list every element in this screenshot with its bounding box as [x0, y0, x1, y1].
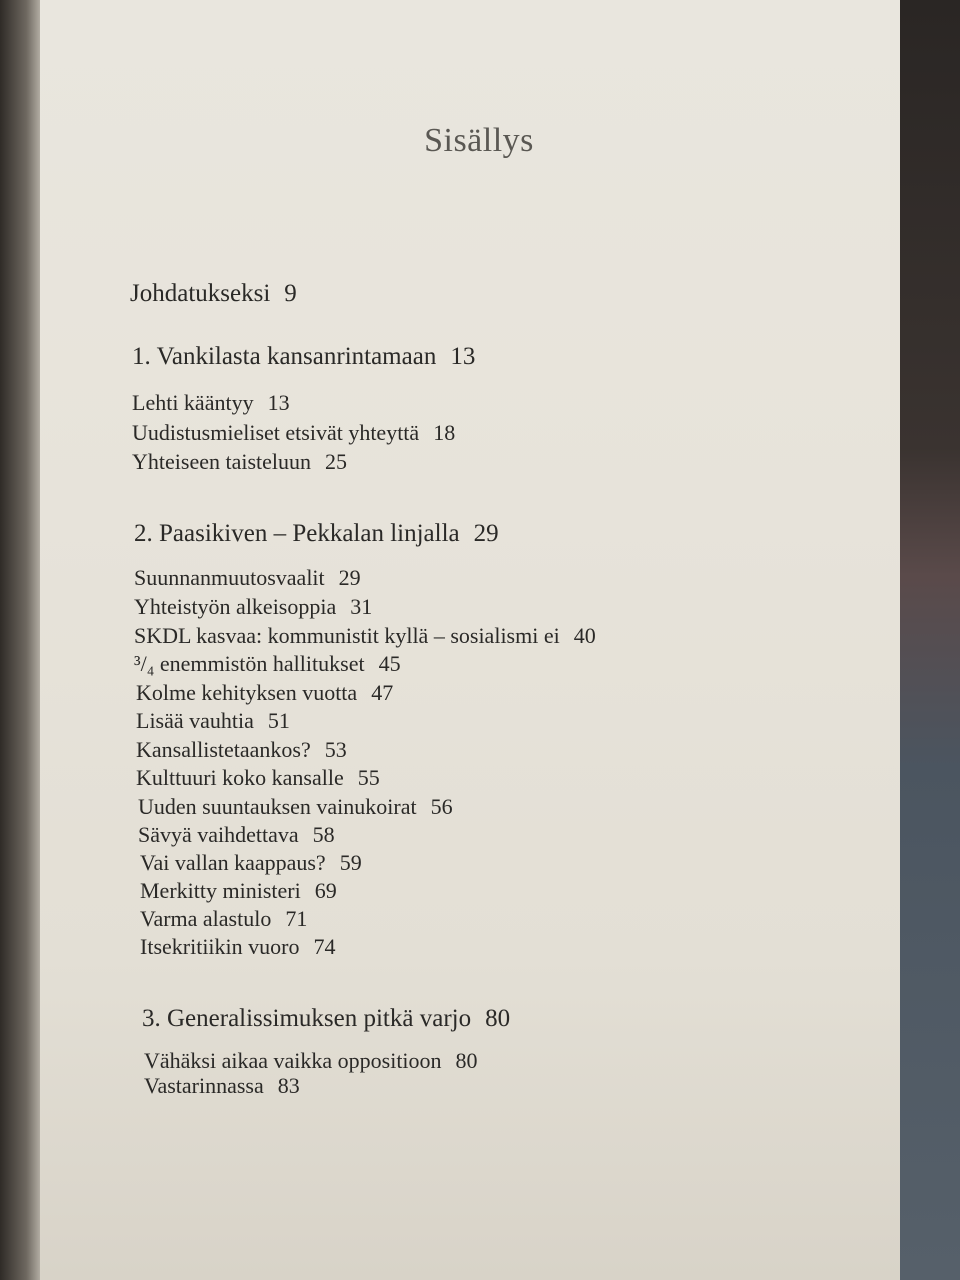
- toc-section: [134, 623, 596, 649]
- toc-section: [144, 1073, 300, 1099]
- section-title: Merkitty ministeri: [140, 878, 301, 903]
- chapter-number: 1.: [132, 343, 151, 370]
- section-title: Sävyä vaihdettava: [138, 822, 299, 847]
- toc-intro: [130, 280, 297, 308]
- section-title: ³/₄ enemmistön hallitukset: [134, 651, 365, 676]
- section-page: 40: [573, 623, 596, 648]
- toc-section: [134, 565, 361, 591]
- section-title: Kulttuuri koko kansalle: [136, 765, 344, 790]
- toc-section: [132, 449, 347, 475]
- section-title: Uudistusmieliset etsivät yhteyttä: [132, 420, 420, 445]
- background-fabric: [900, 0, 960, 1280]
- section-page: 80: [455, 1048, 478, 1073]
- section-title: Yhteiseen taisteluun: [132, 449, 312, 474]
- section-page: 45: [378, 651, 401, 676]
- toc-section: [136, 737, 347, 763]
- section-page: 13: [267, 390, 290, 415]
- toc-section: [140, 850, 362, 876]
- section-title: Uuden suuntauksen vainukoirat: [138, 794, 417, 819]
- section-page: 55: [357, 765, 380, 790]
- chapter-title: Paasikiven – Pekkalan linjalla: [159, 520, 460, 547]
- toc-section: [132, 390, 290, 416]
- section-title: Varma alastulo: [140, 906, 272, 931]
- toc-section: [136, 680, 393, 706]
- section-title: Vastarinnassa: [144, 1073, 264, 1098]
- toc-section: [132, 420, 455, 446]
- section-page: 47: [371, 680, 394, 705]
- section-page: 53: [324, 737, 347, 762]
- toc-section: [136, 708, 290, 734]
- section-title: Lisää vauhtia: [136, 708, 254, 733]
- section-title: Kolme kehityksen vuotta: [136, 680, 358, 705]
- section-page: 18: [433, 420, 456, 445]
- toc-section: [140, 878, 337, 904]
- toc-chapter-3: [142, 1005, 510, 1033]
- section-title: Yhteistyön alkeisoppia: [134, 594, 337, 619]
- section-title: Kansallistetaankos?: [136, 737, 311, 762]
- section-title: Vai vallan kaappaus?: [140, 850, 326, 875]
- chapter-title: Vankilasta kansanrintamaan: [156, 343, 437, 370]
- toc-section: [134, 651, 401, 677]
- section-page: 74: [313, 934, 336, 959]
- toc-section: [138, 794, 453, 820]
- section-page: 71: [285, 906, 308, 931]
- section-page: 69: [314, 878, 337, 903]
- section-page: 51: [267, 708, 290, 733]
- section-page: 29: [338, 565, 361, 590]
- toc-section: [136, 765, 380, 791]
- chapter-page: 29: [473, 520, 499, 547]
- section-page: 83: [277, 1073, 300, 1098]
- chapter-page: 13: [450, 343, 476, 370]
- page-title: Sisällys: [424, 122, 534, 159]
- toc-section: [138, 822, 335, 848]
- section-page: 56: [430, 794, 453, 819]
- toc-section: [134, 594, 372, 620]
- toc-section: [144, 1048, 478, 1074]
- toc-intro-title: Johdatukseksi: [130, 280, 271, 307]
- section-title: Lehti kääntyy: [132, 390, 254, 415]
- toc-chapter-1: [132, 343, 475, 371]
- chapter-page: 80: [485, 1005, 511, 1032]
- toc-section: [140, 906, 307, 932]
- chapter-number: 2.: [134, 520, 153, 547]
- section-page: 31: [350, 594, 373, 619]
- chapter-number: 3.: [142, 1005, 161, 1032]
- section-title: Itsekritiikin vuoro: [140, 934, 300, 959]
- book-page: [40, 0, 918, 1280]
- section-page: 58: [312, 822, 335, 847]
- section-page: 25: [325, 449, 348, 474]
- toc-chapter-2: [134, 520, 499, 548]
- chapter-title: Generalissimuksen pitkä varjo: [167, 1005, 472, 1032]
- section-title: Vähäksi aikaa vaikka oppositioon: [144, 1048, 442, 1073]
- toc-section: [140, 934, 335, 960]
- section-title: Suunnanmuutosvaalit: [134, 565, 325, 590]
- toc-intro-page: 9: [284, 280, 297, 307]
- section-title: SKDL kasvaa: kommunistit kyllä – sosialismi ei: [134, 623, 560, 648]
- section-page: 59: [339, 850, 362, 875]
